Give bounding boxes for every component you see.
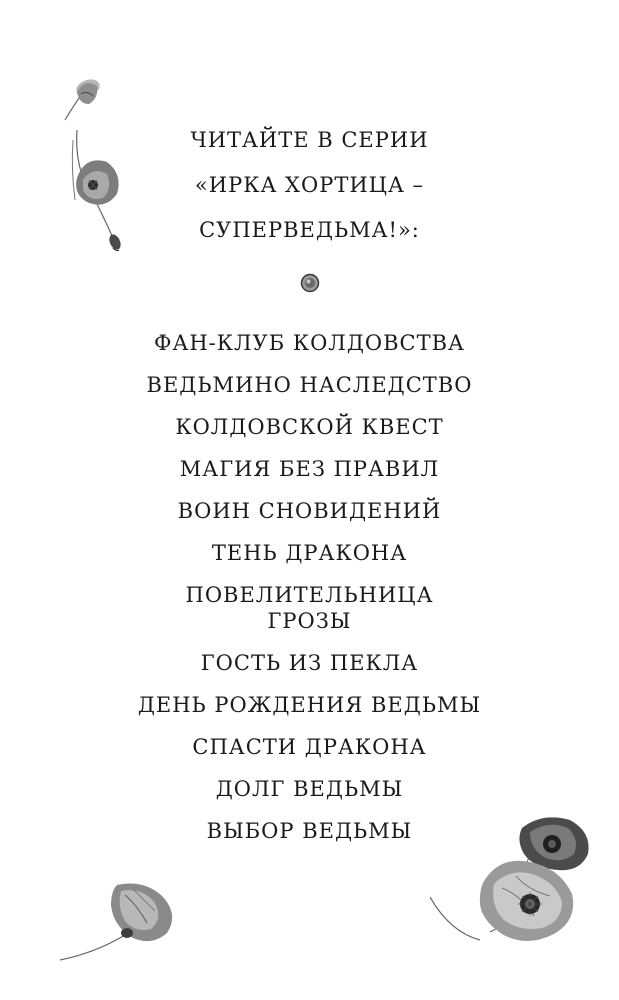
book-title: ТЕНЬ ДРАКОНА	[211, 541, 408, 565]
book-title: СПАСТИ ДРАКОНА	[192, 735, 427, 759]
book-title: ВОИН СНОВИДЕНИЙ	[177, 499, 442, 523]
book-title: ВЫБОР ВЕДЬМЫ	[206, 819, 413, 843]
book-title: КОЛДОВСКОЙ КВЕСТ	[175, 415, 444, 439]
book-title: ДОЛГ ВЕДЬМЫ	[215, 777, 404, 801]
series-heading	[0, 118, 619, 253]
book-title: МАГИЯ БЕЗ ПРАВИЛ	[179, 457, 440, 481]
book-title-list	[0, 330, 619, 860]
book-title: ВЕДЬМИНО НАСЛЕДСТВО	[146, 373, 473, 397]
poppy-flower-icon	[430, 812, 600, 962]
book-title: ГОСТЬ ИЗ ПЕКЛА	[200, 651, 419, 675]
book-title: ДЕНЬ РОЖДЕНИЯ ВЕДЬМЫ	[137, 693, 482, 717]
poppy-flower-icon	[55, 875, 185, 970]
book-title: ФАН-КЛУБ КОЛДОВСТВА	[154, 331, 465, 355]
heading-line: «ИРКА ХОРТИЦА –	[194, 173, 425, 197]
circle-ornament-icon	[300, 273, 320, 293]
book-title: ПОВЕЛИТЕЛЬНИЦА ГРОЗЫ	[185, 583, 434, 633]
heading-line: СУПЕРВЕДЬМА!»:	[199, 218, 420, 242]
heading-line: ЧИТАЙТЕ В СЕРИИ	[190, 128, 429, 152]
